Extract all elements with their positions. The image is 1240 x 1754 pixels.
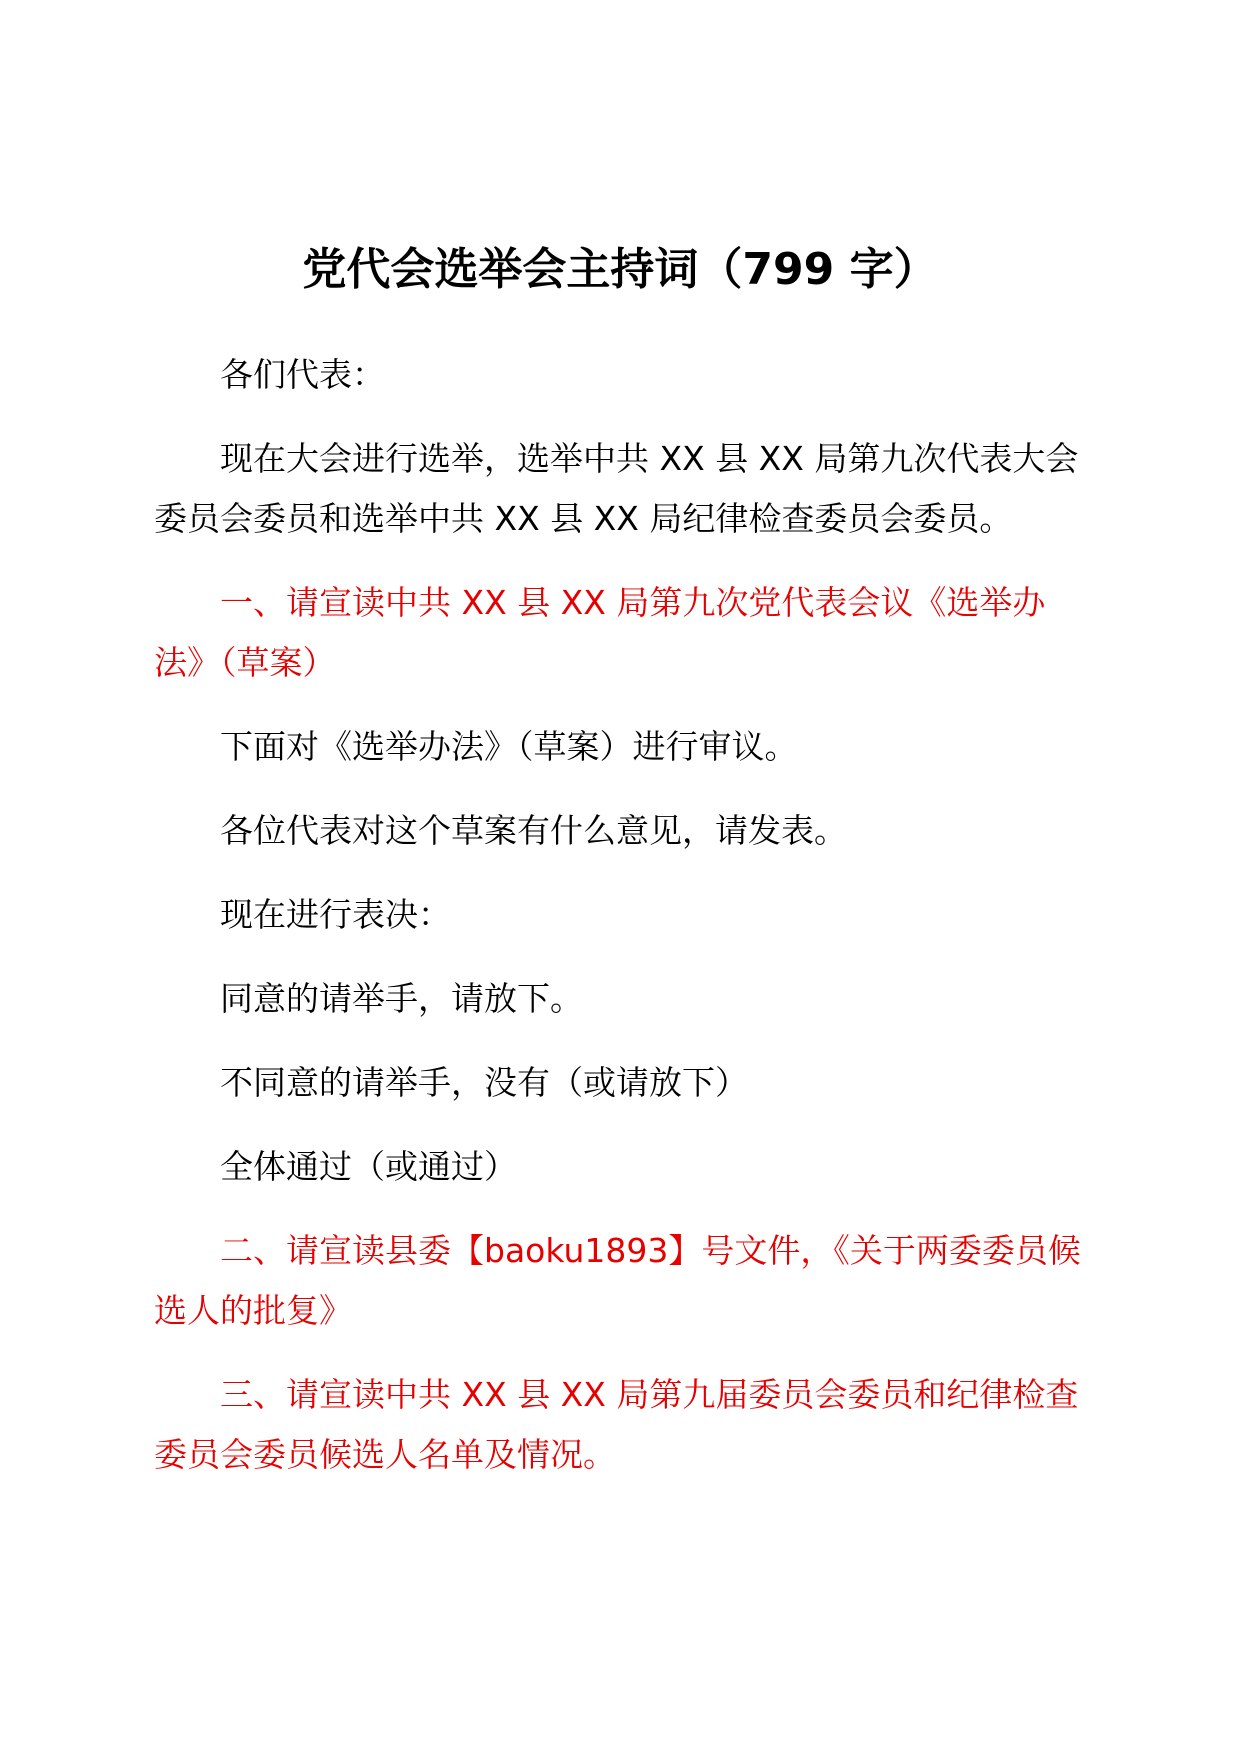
paragraph-intro: 现在大会进行选举，选举中共 XX 县 XX 局第九次代表大会委员会委员和选举中共 XX 县 XX 局纪律检查委员会委员。 bbox=[154, 439, 1079, 538]
paragraph-agree: 同意的请举手，请放下。 bbox=[220, 979, 583, 1018]
paragraph-opinions: 各位代表对这个草案有什么意见，请发表。 bbox=[220, 811, 847, 850]
paragraph-greeting: 各们代表： bbox=[220, 355, 385, 394]
section-heading-3: 三、请宣读中共 XX 县 XX 局第九届委员会委员和纪律检查委员会委员候选人名单及情况。 bbox=[154, 1375, 1079, 1474]
paragraph-disagree: 不同意的请举手，没有（或请放下） bbox=[220, 1063, 748, 1102]
paragraph-review: 下面对《选举办法》（草案）进行审议。 bbox=[220, 727, 798, 766]
paragraph-vote: 现在进行表决： bbox=[220, 895, 451, 934]
section-heading-1: 一、请宣读中共 XX 县 XX 局第九次党代表会议《选举办法》（草案） bbox=[154, 583, 1046, 682]
document-body bbox=[154, 345, 1094, 1509]
document-title: 党代会选举会主持词（799 字） bbox=[302, 244, 938, 295]
section-heading-2: 二、请宣读县委【baoku1893】号文件，《关于两委委员候选人的批复》 bbox=[154, 1231, 1081, 1330]
paragraph-passed: 全体通过（或通过） bbox=[220, 1147, 517, 1186]
